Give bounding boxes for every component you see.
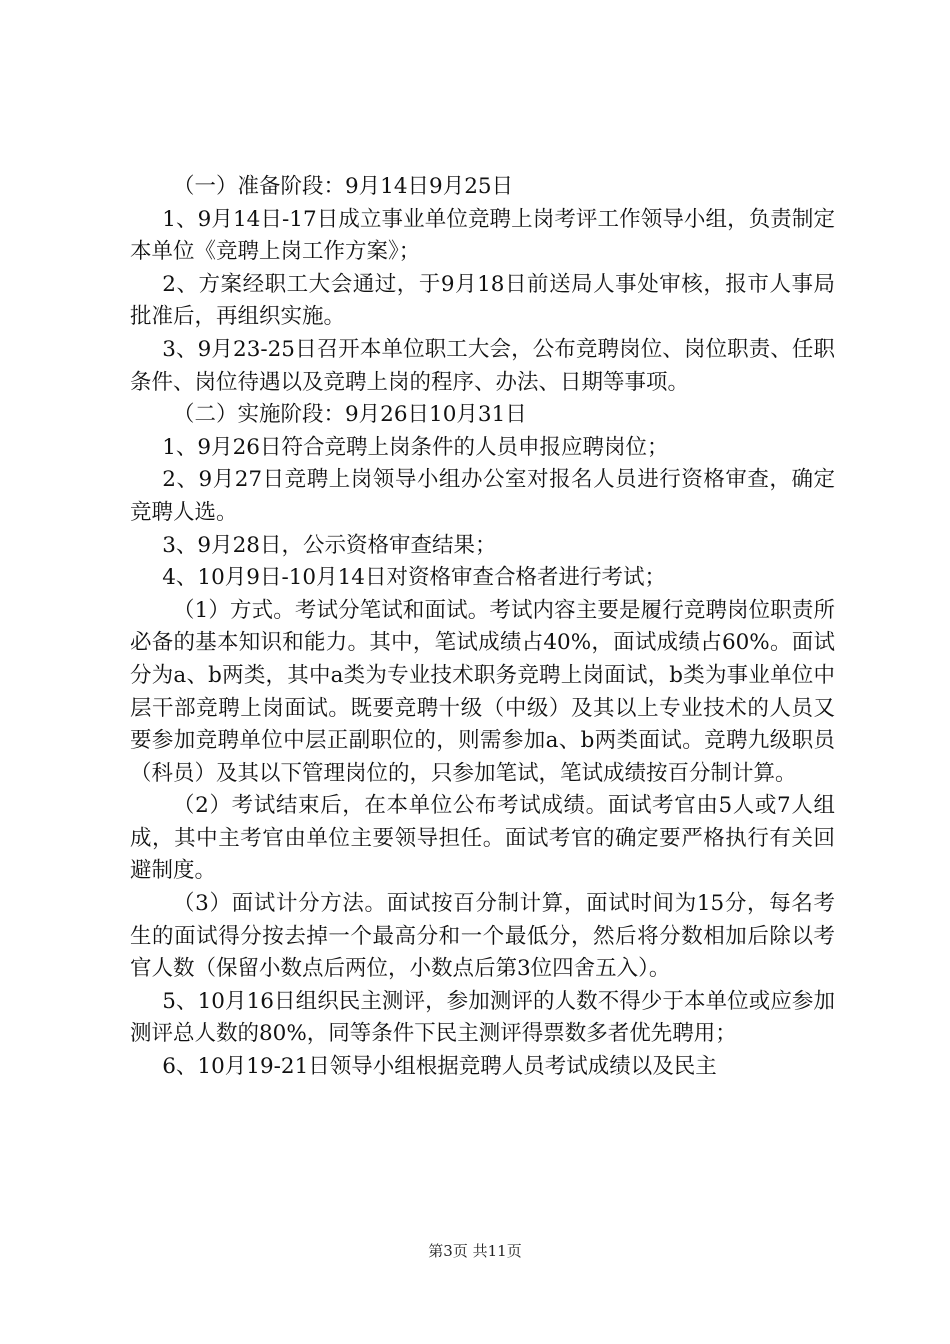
paragraph: 1、9月26日符合竞聘上岗条件的人员申报应聘岗位； [162, 434, 669, 460]
paragraph: （1）方式。考试分笔试和面试。考试内容主要是履行竞聘岗位职责所必备的基本知识和能力。其中，笔试成绩占40%，面试成绩占60%。面试分为a、b两类，其中a类为专业技术职务竞聘上岗面试，b类为事业单位中层干部竞聘上岗面试。既要竞聘十级（中级）及其以上专业技术的人员又要参加竞聘单位中层正副职位的，则需参加a、b两类面试。竞聘九级职员（科员）及其以下管理岗位的，只参加笔试，笔试成绩按百分制计算。 [130, 597, 835, 786]
paragraph: 2、方案经职工大会通过，于9月18日前送局人事处审核，报市人事局批准后，再组织实施。 [130, 271, 835, 330]
section-heading-implementation: （二）实施阶段：9月26日10月31日 [173, 402, 527, 428]
paragraph: 4、10月9日-10月14日对资格审查合格者进行考试； [162, 565, 666, 591]
document-body [130, 171, 835, 1084]
paragraph: 1、9月14日-17日成立事业单位竞聘上岗考评工作领导小组，负责制定本单位《竞聘上岗工作方案》； [130, 206, 835, 265]
paragraph: 5、10月16日组织民主测评，参加测评的人数不得少于本单位或应参加测评总人数的80%，同等条件下民主测评得票数多者优先聘用； [130, 988, 835, 1047]
paragraph: 2、9月27日竞聘上岗领导小组办公室对报名人员进行资格审查，确定竞聘人选。 [130, 467, 835, 525]
page-number-footer: 第3页 共11页 [428, 1242, 522, 1260]
paragraph: 6、10月19-21日领导小组根据竞聘人员考试成绩以及民主 [162, 1054, 717, 1080]
paragraph: （2）考试结束后，在本单位公布考试成绩。面试考官由5人或7人组成，其中主考官由单位主要领导担任。面试考官的确定要严格执行有关回避制度。 [130, 793, 835, 884]
paragraph: 3、9月28日，公示资格审查结果； [162, 532, 497, 558]
section-heading-preparation: （一）准备阶段：9月14日9月25日 [173, 174, 514, 199]
paragraph: （3）面试计分方法。面试按百分制计算，面试时间为15分，每名考生的面试得分按去掉一个最高分和一个最低分，然后将分数相加后除以考官人数（保留小数点后两位，小数点后第3位四舍五入）。 [130, 891, 835, 982]
paragraph: 3、9月23-25日召开本单位职工大会，公布竞聘岗位、岗位职责、任职条件、岗位待遇以及竞聘上岗的程序、办法、日期等事项。 [130, 336, 835, 395]
